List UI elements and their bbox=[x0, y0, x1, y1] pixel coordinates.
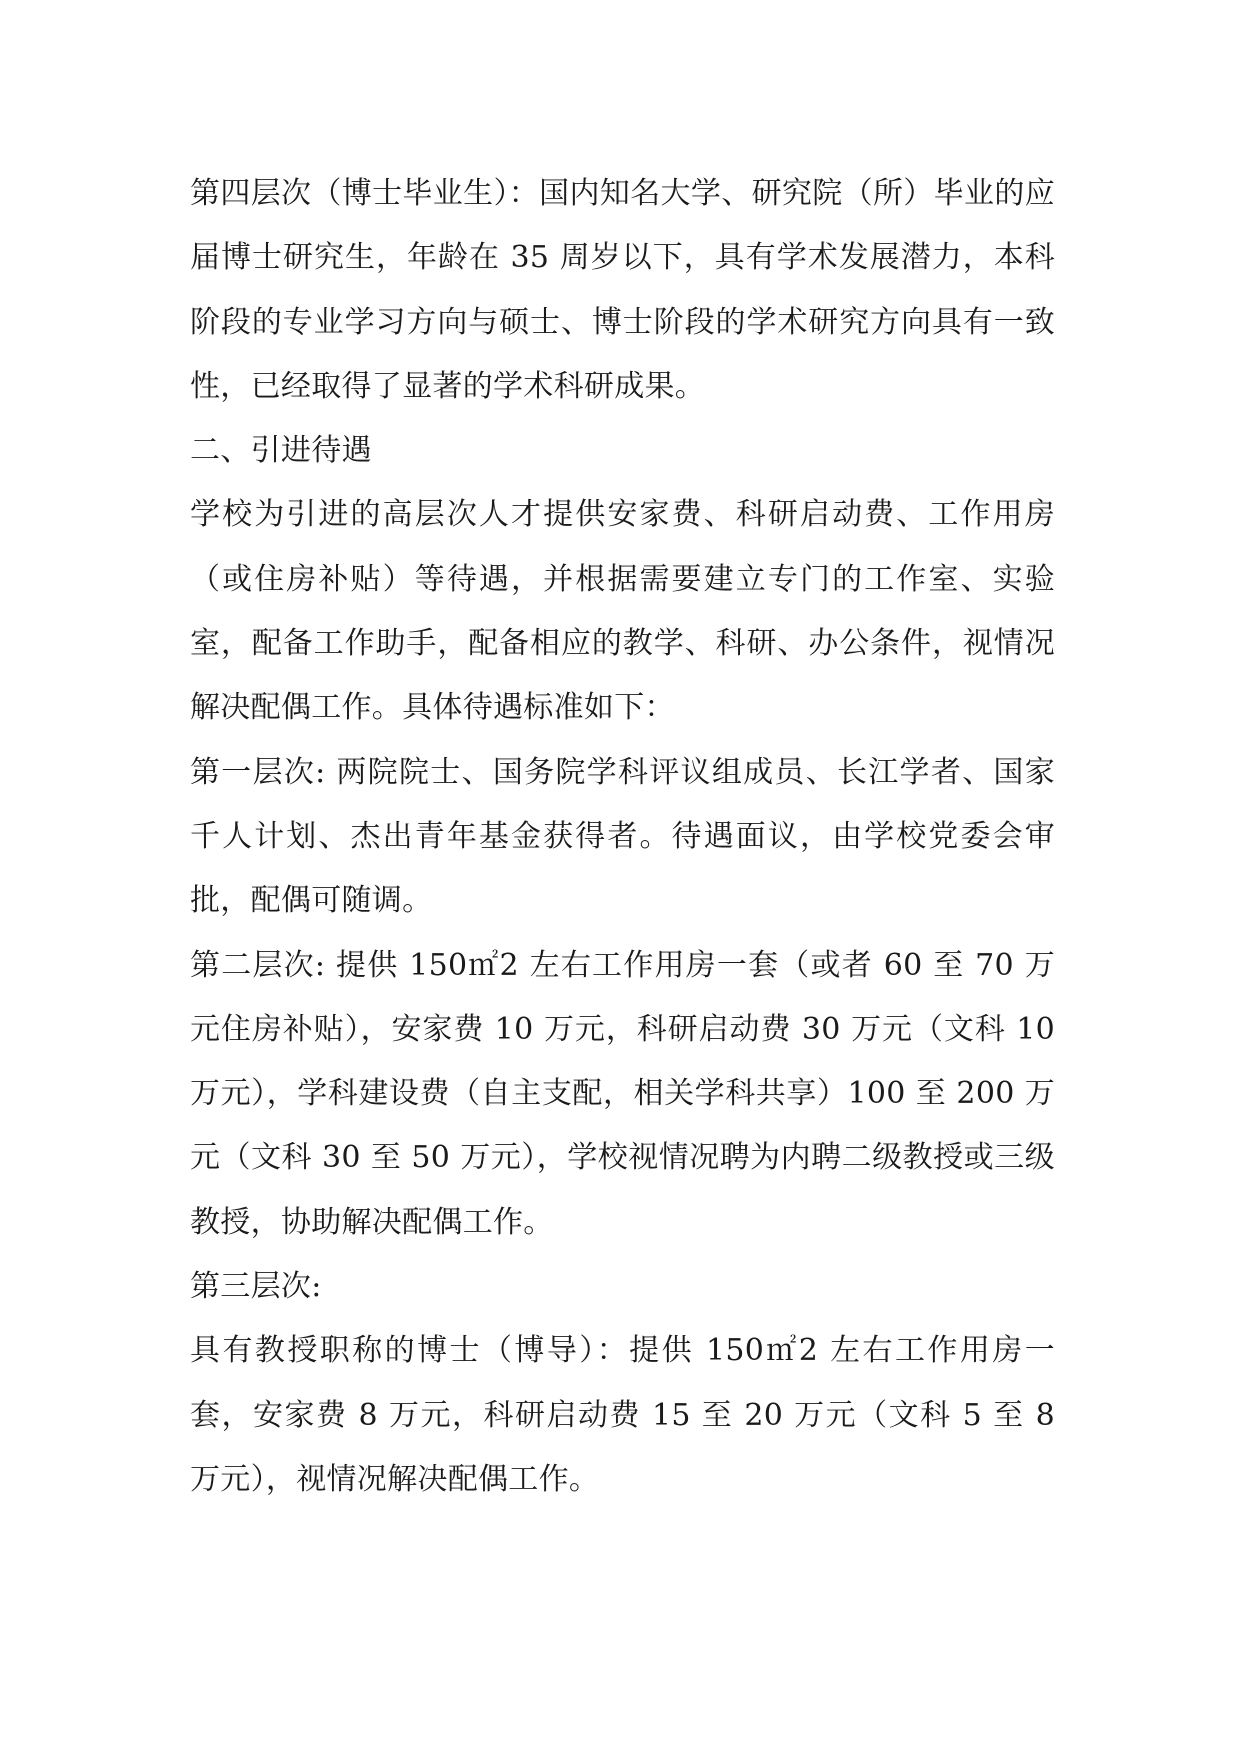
paragraph-tier4-phd-graduates: 第四层次（博士毕业生）：国内知名大学、研究院（所）毕业的应届博士研究生，年龄在 35 周岁以下，具有学术发展潜力，本科阶段的专业学习方向与硕士、博士阶段的学术研究方向具有一致性，已经取得了显著的学术科研成果。 bbox=[190, 176, 1055, 404]
paragraph-tier3-professor-benefits: 具有教授职称的博士（博导）：提供 150㎡2 左右工作用房一套，安家费 8 万元，科研启动费 15 至 20 万元（文科 5 至 8 万元），视情况解决配偶工作。 bbox=[190, 1333, 1055, 1497]
paragraph-tier3-heading: 第三层次: bbox=[190, 1269, 322, 1305]
paragraph-benefits-intro: 学校为引进的高层次人才提供安家费、科研启动费、工作用房（或住房补贴）等待遇，并根据需要建立专门的工作室、实验室，配备工作助手，配备相应的教学、科研、办公条件，视情况解决配偶工作。具体待遇标准如下： bbox=[190, 497, 1055, 726]
paragraph-tier2-benefits: 第二层次: 提供 150㎡2 左右工作用房一套（或者 60 至 70 万元住房补贴），安家费 10 万元，科研启动费 30 万元（文科 10 万元），学科建设费（自主支配，相关学科共享）100 至 200 万元（文科 30 至 50 万元），学校视情况聘为内聘二级教授或三级教授，协助解决配偶工作。 bbox=[190, 947, 1055, 1240]
section-heading-benefits: 二、引进待遇 bbox=[190, 433, 372, 469]
paragraph-tier1-benefits: 第一层次: 两院院士、国务院学科评议组成员、长江学者、国家千人计划、杰出青年基金获得者。待遇面议，由学校党委会审批，配偶可随调。 bbox=[190, 754, 1055, 919]
document-body bbox=[190, 162, 1055, 1512]
